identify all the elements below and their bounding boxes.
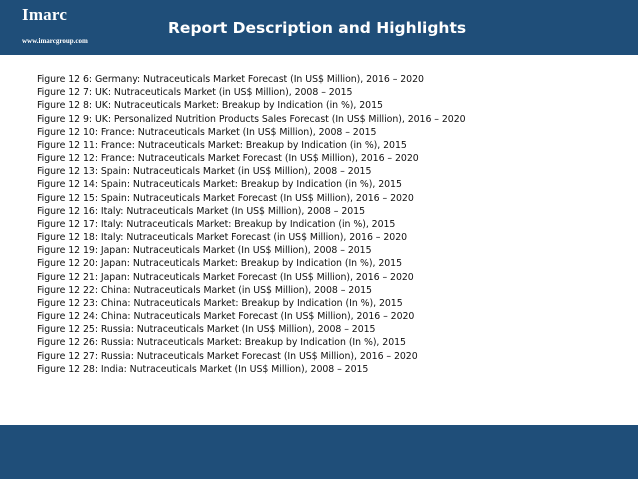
list-item: Figure 12 15: Spain: Nutraceuticals Market Forecast (In US$ Million), 2016 – 2020 [37, 192, 414, 204]
footer-band [0, 425, 638, 479]
list-item: Figure 12 18: Italy: Nutraceuticals Market Forecast (in US$ Million), 2016 – 2020 [37, 232, 408, 244]
list-item: Figure 12 17: Italy: Nutraceuticals Market: Breakup by Indication (in %), 2015 [37, 218, 396, 230]
list-item: Figure 12 12: France: Nutraceuticals Market Forecast (In US$ Million), 2016 – 2020 [37, 153, 419, 165]
list-item: Figure 12 13: Spain: Nutraceuticals Market (in US$ Million), 2008 – 2015 [37, 166, 372, 178]
list-item: Figure 12 11: France: Nutraceuticals Market: Breakup by Indication (in %), 2015 [37, 139, 407, 151]
list-item: Figure 12 27: Russia: Nutraceuticals Market Forecast (In US$ Million), 2016 – 2020 [37, 350, 418, 362]
list-item: Figure 12 24: China: Nutraceuticals Market Forecast (In US$ Million), 2016 – 2020 [37, 311, 415, 323]
list-item: Figure 12 10: France: Nutraceuticals Market (In US$ Million), 2008 – 2015 [37, 126, 377, 138]
list-item: Figure 12 19: Japan: Nutraceuticals Market (In US$ Million), 2008 – 2015 [37, 245, 372, 257]
page-title: Report Description and Highlights [168, 19, 467, 37]
header-band [0, 0, 638, 55]
list-item: Figure 12 21: Japan: Nutraceuticals Market Forecast (In US$ Million), 2016 – 2020 [37, 271, 414, 283]
list-item: Figure 12 6: Germany: Nutraceuticals Market Forecast (In US$ Million), 2016 – 2020 [37, 74, 424, 85]
list-item: Figure 12 22: China: Nutraceuticals Market (in US$ Million), 2008 – 2015 [37, 284, 372, 296]
list-item: Figure 12 7: UK: Nutraceuticals Market (in US$ Million), 2008 – 2015 [37, 87, 353, 99]
figure-list-panel [0, 55, 638, 425]
company-url[interactable]: www.imarcgroup.com [22, 37, 88, 45]
list-item: Figure 12 26: Russia: Nutraceuticals Market: Breakup by Indication (In %), 2015 [37, 337, 406, 349]
figure-list [37, 73, 466, 376]
list-item: Figure 12 25: Russia: Nutraceuticals Market (In US$ Million), 2008 – 2015 [37, 324, 376, 336]
list-item: Figure 12 8: UK: Nutraceuticals Market: Breakup by Indication (in %), 2015 [37, 100, 383, 112]
list-item: Figure 12 23: China: Nutraceuticals Market: Breakup by Indication (In %), 2015 [37, 297, 403, 309]
list-item: Figure 12 9: UK: Personalized Nutrition Products Sales Forecast (In US$ Million), 2016 – 2020 [37, 113, 466, 125]
list-item: Figure 12 16: Italy: Nutraceuticals Market (In US$ Million), 2008 – 2015 [37, 205, 365, 217]
list-item: Figure 12 28: India: Nutraceuticals Market (In US$ Million), 2008 – 2015 [37, 363, 369, 375]
list-item: Figure 12 20: Japan: Nutraceuticals Market: Breakup by Indication (In %), 2015 [37, 258, 402, 270]
list-item: Figure 12 14: Spain: Nutraceuticals Market: Breakup by Indication (in %), 2015 [37, 179, 402, 191]
company-logo[interactable]: Imarc [22, 5, 68, 24]
